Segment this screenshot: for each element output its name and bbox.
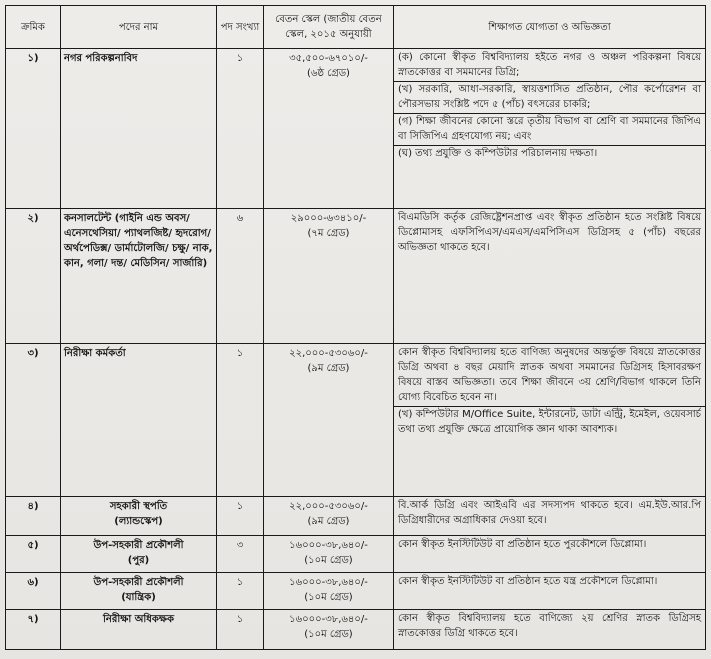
header-post-name: পদের নাম	[61, 6, 217, 49]
pay-grade: (৯ম গ্রেড)	[307, 516, 350, 527]
row-post-name	[61, 497, 217, 536]
row-pay-scale	[264, 497, 394, 536]
post-name-line: কনসালটেন্ট (গাইনি এন্ড অবস/ এনেসথেসিয়া/ প্যাথলজিষ্ট/ হৃদরোগ/ অর্থপেডিক্স/ ডার্মাটোলজি/ চক্ষু/ নাক, কান, গলা/ দন্ত/ মেডিসিন/ সার্জারি)	[64, 213, 213, 269]
qualification-line: (গ) শিক্ষা জীবনের কোনো স্তরে তৃতীয় বিভাগ বা শ্রেণি বা সমমানের জিপিএ বা সিজিপিএ গ্রহণযোগ্য নয়; এবং	[394, 113, 705, 144]
row-post-count: ১	[217, 344, 264, 497]
header-row	[6, 6, 706, 49]
post-name-line: নগর পরিকল্পনাবিদ	[64, 53, 138, 64]
pay-grade: (১০ম গ্রেড)	[304, 629, 353, 640]
row-qualification	[394, 209, 706, 344]
table-row	[6, 536, 706, 573]
row-post-count: ১	[217, 497, 264, 536]
row-serial: ২)	[6, 209, 61, 344]
post-name-line: সহকারী স্থপতি	[109, 501, 168, 512]
qualification-line: (খ) সরকারি, আধা-সরকারি, স্বায়ত্তশাসিত প্রতিষ্ঠান, পৌর কর্পোরেশন বা পৌরসভায় সংশ্লিষ্ট পদে ৫ (পাঁচ) বৎসরের চাকরি;	[394, 81, 705, 112]
header-serial: ক্রমিক	[6, 6, 61, 49]
post-name-line: (যান্ত্রিক)	[121, 592, 156, 603]
row-post-name	[61, 610, 217, 650]
table-row	[6, 610, 706, 650]
row-post-count: ১	[217, 573, 264, 610]
table-row	[6, 344, 706, 497]
pay-grade: (৭ম গ্রেড)	[307, 228, 350, 239]
row-qualification	[394, 49, 706, 209]
pay-scale-value: ১৬০০০-৩৮,৬৪০/-	[289, 577, 368, 588]
qualification-line: কোন স্বীকৃত ইনস্টিটিউট বা প্রতিষ্ঠান হতে যন্ত্র প্রকৌশলে ডিপ্লোমা।	[398, 576, 658, 587]
qualification-line: (খ) কম্পিউটার M/Office Suite, ইন্টারনেট, ডাটা এন্ট্রি, ইমেইল, ওয়েবসার্চ তথা তথ্য প্রযুক্তি ক্ষেত্রে প্রায়োগিক জ্ঞান থাকা আবশ্যক।	[394, 406, 705, 437]
row-serial: ৫)	[6, 536, 61, 573]
row-serial: ৬)	[6, 573, 61, 610]
row-post-count: ৬	[217, 209, 264, 344]
table-row	[6, 49, 706, 209]
pay-grade: (৬ষ্ঠ গ্রেড)	[307, 68, 350, 79]
row-post-name	[61, 536, 217, 573]
table-row	[6, 573, 706, 610]
row-serial: ৩)	[6, 344, 61, 497]
pay-scale-value: ১৬০০০-৩৮,৬৪০/-	[289, 540, 368, 551]
row-post-count: ১	[217, 49, 264, 209]
row-post-name	[61, 49, 217, 209]
post-name-line: (পুর)	[127, 555, 150, 566]
post-name-line: (ল্যান্ডস্কেপ)	[114, 516, 163, 527]
pay-grade: (১০ম গ্রেড)	[304, 592, 353, 603]
row-qualification	[394, 610, 706, 650]
qualification-line: বি.আর্ক ডিগ্রি এবং আইএবি এর সদস্যপদ থাকতে হবে। এম.ইউ.আর.পি ডিগ্রিধারীদের অগ্রাধিকার দেওয়া হবে।	[398, 500, 701, 526]
qualification-line: (ক) কোনো স্বীকৃত বিশ্ববিদ্যালয় হইতে নগর ও অঞ্চল পরিকল্পনা বিষয়ে স্নাতকোত্তর বা সমমানের ডিগ্রি;	[398, 52, 701, 78]
pay-grade: (৯ম গ্রেড)	[307, 363, 350, 374]
recruitment-table	[5, 5, 706, 650]
post-name-line: নিরীক্ষা অধিকক্ষক	[103, 614, 174, 625]
pay-scale-value: ২৯০০০-৬৩৪১০/-	[290, 213, 367, 224]
qualification-line: কোন স্বীকৃত বিশ্ববিদ্যালয় হতে বাণিজ্য অনুষদের অন্তর্ভুক্ত বিষয়ে স্নাতকোত্তর ডিগ্রি অথবা ৪ বছর মেয়াদি স্নাতক অথবা সমমানের ডিগ্রিসহ হিসাবরক্ষণ বিষয়ে বাস্তব অভিজ্ঞতা। তবে শিক্ষা জীবনে ৩য় শ্রেণি/বিভাগ থাকলে তিনি যোগ্য বিবেচিত হবেন না।	[398, 347, 701, 403]
post-name-line: উপ-সহকারী প্রকৌশলী	[93, 540, 184, 551]
row-serial: ১)	[6, 49, 61, 209]
row-qualification	[394, 536, 706, 573]
header-post-count: পদ সংখ্যা	[217, 6, 264, 49]
row-post-name	[61, 344, 217, 497]
row-pay-scale	[264, 610, 394, 650]
post-name-line: নিরীক্ষা কর্মকর্তা	[64, 348, 126, 359]
row-post-count: ১	[217, 610, 264, 650]
row-serial: ৪)	[6, 497, 61, 536]
row-qualification	[394, 573, 706, 610]
qualification-line: কোন স্বীকৃত ইনস্টিটিউট বা প্রতিষ্ঠান হতে পুরকৌশলে ডিপ্লোমা।	[398, 539, 647, 550]
row-serial: ৭)	[6, 610, 61, 650]
qualification-line: কোন স্বীকৃত বিশ্ববিদ্যালয় হতে বাণিজ্যে ২য় শ্রেণির স্নাতক ডিগ্রিসহ স্নাতকোত্তর ডিগ্রি থাকতে হবে।	[398, 613, 701, 639]
table-row	[6, 209, 706, 344]
pay-grade: (১০ম গ্রেড)	[304, 555, 353, 566]
row-pay-scale	[264, 344, 394, 497]
row-post-count: ৩	[217, 536, 264, 573]
pay-scale-value: ১৬০০০-৩৮,৬৪০/-	[289, 614, 368, 625]
header-pay-scale: বেতন স্কেল (জাতীয় বেতন স্কেল, ২০১৫ অনুযায়ী	[264, 6, 394, 49]
row-qualification	[394, 344, 706, 497]
row-pay-scale	[264, 209, 394, 344]
pay-scale-value: ৩৫,৫০০-৬৭০১০/-	[289, 53, 368, 64]
row-qualification	[394, 497, 706, 536]
row-pay-scale	[264, 536, 394, 573]
pay-scale-value: ২২,০০০-৫৩০৬০/-	[289, 348, 368, 359]
qualification-line: বিএমডিসি কর্তৃক রেজিষ্ট্রেশনপ্রাপ্ত এবং স্বীকৃত প্রতিষ্ঠান হতে সংশ্লিষ্ট বিষয়ে ডিপ্লোমাসহ এফসিপিএস/এমএস/এমপিসিএস ডিগ্রিসহ ৫ (পাঁচ) বছরের অভিজ্ঞতা থাকতে হবে।	[398, 212, 701, 253]
row-post-name	[61, 573, 217, 610]
pay-scale-value: ২২,০০০-৫৩০৬০/-	[289, 501, 368, 512]
row-post-name	[61, 209, 217, 344]
row-pay-scale	[264, 49, 394, 209]
post-name-line: উপ-সহকারী প্রকৌশলী	[93, 577, 184, 588]
row-pay-scale	[264, 573, 394, 610]
table-row	[6, 497, 706, 536]
header-qualification: শিক্ষাগত যোগ্যতা ও অভিজ্ঞতা	[394, 6, 706, 49]
qualification-line: (ঘ) তথ্য প্রযুক্তি ও কম্পিউটার পরিচালনায় দক্ষতা।	[394, 145, 705, 161]
